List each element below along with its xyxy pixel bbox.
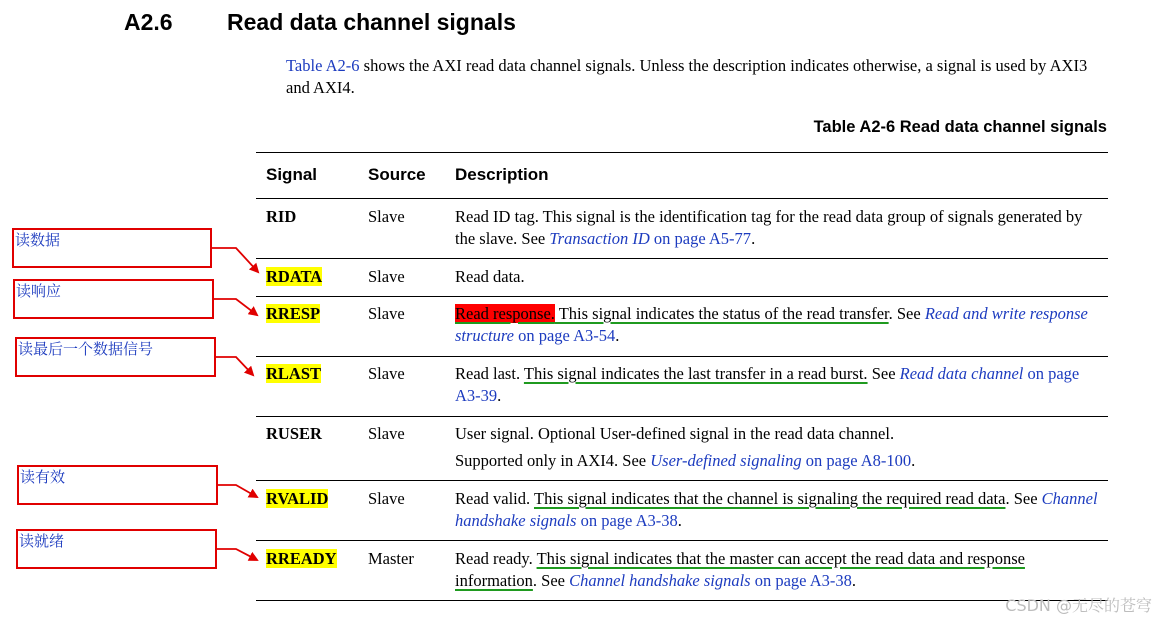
arrow-rresp [214, 299, 257, 315]
header-description: Description [455, 165, 549, 184]
xref-title[interactable]: Transaction ID [549, 229, 650, 248]
signal-highlight: RVALID [266, 489, 329, 508]
arrow-rready [217, 549, 257, 560]
xref-page[interactable]: on page A5-77 [649, 229, 752, 248]
signal-highlight: RLAST [266, 364, 322, 383]
annotation-read-data: 读数据 [15, 231, 61, 249]
section-number: A2.6 [124, 9, 173, 35]
xref-page[interactable]: on page A3-54 [513, 326, 616, 345]
source-ruser: Slave [368, 424, 405, 443]
xref-page[interactable]: on page A8-100 [801, 451, 912, 470]
desc-text: Read ID tag. This signal is the identification tag for the read data group of signals generated by the slave. See [455, 207, 1083, 248]
source-rdata: Slave [368, 267, 405, 286]
desc-text: . See [888, 304, 925, 323]
header-signal: Signal [266, 165, 318, 184]
source-rready: Master [368, 549, 414, 568]
xref-page[interactable]: on page A3-38 [750, 571, 852, 590]
desc-end: . [751, 229, 756, 248]
desc-end: . [851, 571, 857, 590]
source-rlast: Slave [368, 364, 405, 383]
desc-underlined: This signal indicates the status of the read transfer [554, 304, 889, 323]
signal-highlight: RREADY [266, 549, 337, 568]
desc-text: Read last. [455, 364, 524, 383]
desc-underlined: This signal indicates that the master can accept the read data and response information [455, 549, 1025, 590]
intro-text: shows the AXI read data channel signals. Unless the description indicates otherwise, a signal is used by AXI3 and AXI4. [286, 56, 1088, 97]
desc-text: Read ready. [455, 549, 537, 568]
desc-underlined: This signal indicates that the channel is signaling the required read data [533, 489, 1006, 508]
table-caption: Table A2-6 Read data channel signals [813, 118, 1107, 136]
annotation-read-response: 读响应 [16, 282, 62, 300]
annotation-read-valid: 读有效 [20, 468, 66, 486]
desc-underlined: This signal indicates the last transfer in a read burst. [523, 364, 868, 383]
source-rvalid: Slave [368, 489, 405, 508]
arrow-rdata [212, 248, 258, 272]
desc-red-highlight: Read response. [455, 304, 555, 323]
signal-ruser: RUSER [266, 424, 322, 443]
desc-text: . See [532, 571, 570, 590]
desc-text: Supported only in AXI4. See [455, 451, 651, 470]
xref-title[interactable]: User-defined signaling [650, 451, 802, 470]
desc-end: . [497, 386, 502, 405]
desc-end: . [615, 326, 620, 345]
xref-title[interactable]: Read data channel [899, 364, 1024, 383]
desc-end: . [911, 451, 916, 470]
signal-highlight: RDATA [266, 267, 323, 286]
header-source: Source [368, 165, 426, 184]
watermark: CSDN @无尽的苍穹 [1005, 596, 1152, 615]
arrow-rlast [216, 357, 253, 375]
signal-highlight: RRESP [266, 304, 321, 323]
desc-text: Read valid. [455, 489, 534, 508]
desc-end: . [677, 511, 682, 530]
annotation-read-last: 读最后一个数据信号 [18, 340, 154, 358]
desc-text: . See [1005, 489, 1042, 508]
xref-title[interactable]: Read and write response structure [455, 304, 1088, 345]
section-title: Read data channel signals [227, 9, 516, 35]
xref-title[interactable]: Channel handshake signals [569, 571, 751, 590]
xref-page[interactable]: on page A3-39 [455, 364, 1080, 405]
source-rresp: Slave [368, 304, 405, 323]
xref-page[interactable]: on page A3-38 [576, 511, 678, 530]
signal-rid: RID [266, 207, 297, 226]
description-rdata: Read data. [455, 267, 525, 286]
desc-text: See [867, 364, 900, 383]
xref-title[interactable]: Channel handshake signals [455, 489, 1098, 530]
source-rid: Slave [368, 207, 405, 226]
table-link[interactable]: Table A2-6 [286, 56, 360, 75]
arrow-rvalid [218, 485, 257, 497]
annotation-read-ready: 读就绪 [19, 532, 65, 550]
description-ruser: User signal. Optional User-defined signal in the read data channel. [455, 424, 895, 443]
